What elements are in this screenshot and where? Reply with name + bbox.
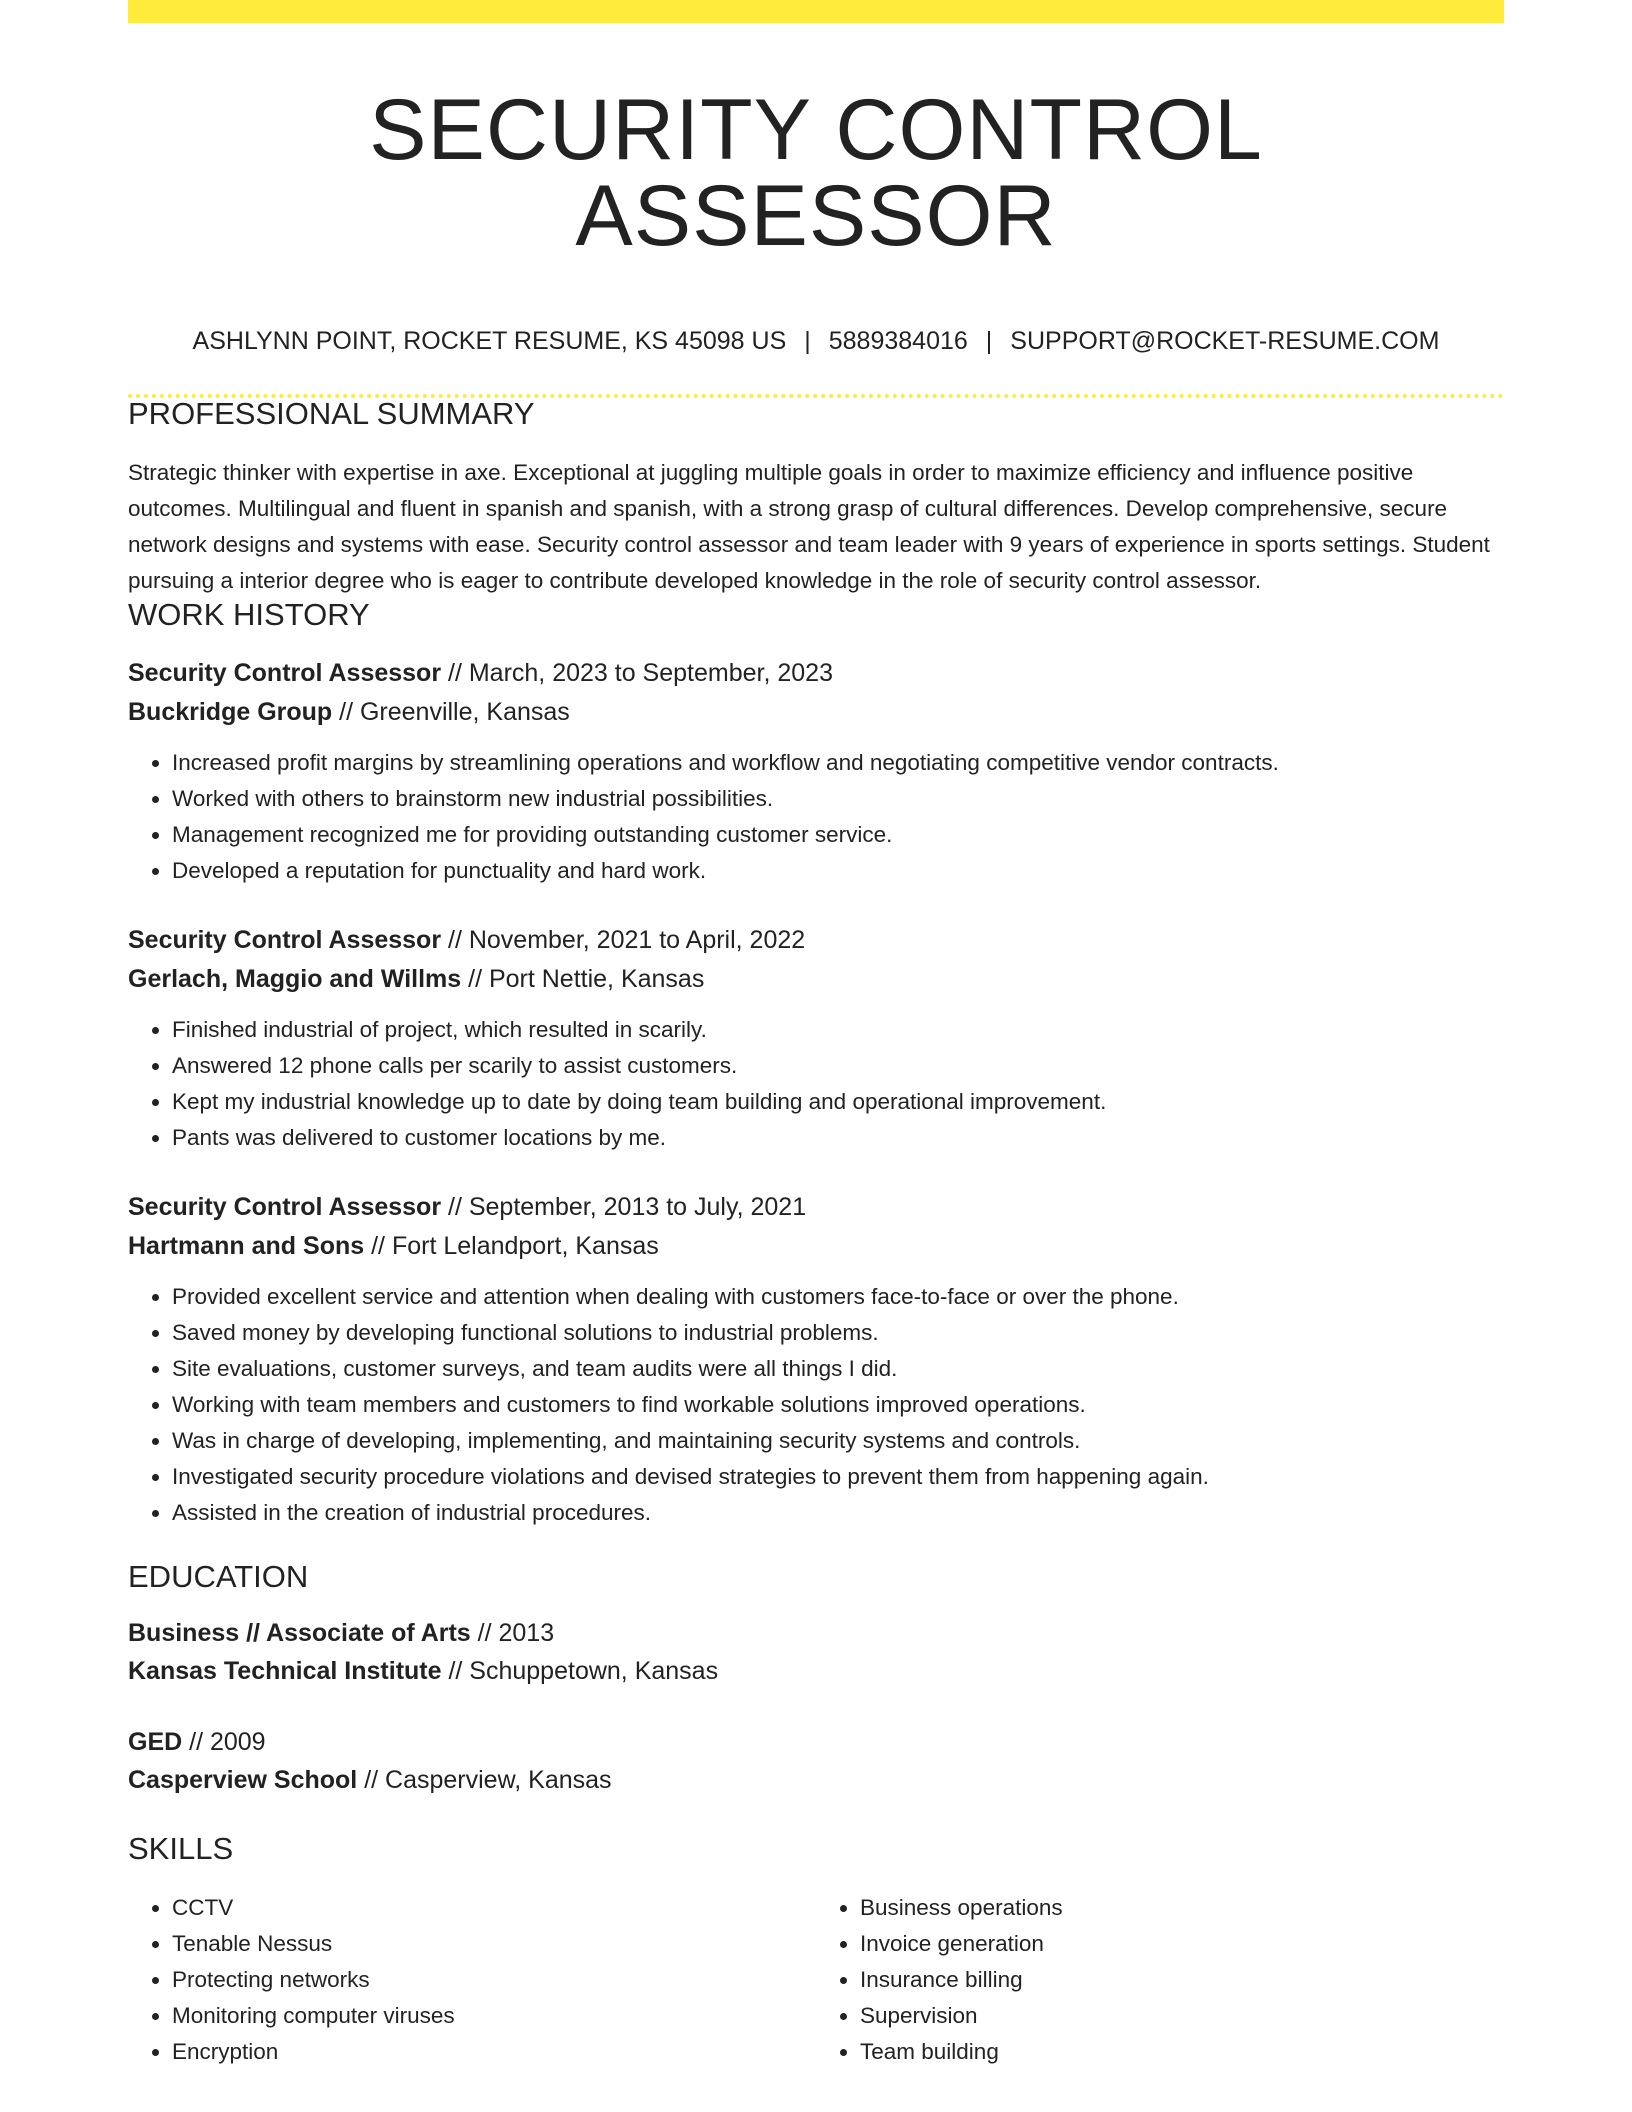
candidate-name: SECURITY CONTROL ASSESSOR bbox=[369, 82, 1263, 264]
education-location: // Casperview, Kansas bbox=[357, 1766, 612, 1794]
list-item: • Management recognized me for providing outstanding customer service. bbox=[172, 817, 1504, 853]
education-year: // 2009 bbox=[182, 1728, 266, 1756]
list-item: • Provided excellent service and attention when dealing with customers face-to-face or over the phone. bbox=[172, 1279, 1504, 1315]
contact-phone: 5889384016 bbox=[828, 327, 968, 355]
job-company-line bbox=[128, 960, 1504, 999]
list-item: • Kept my industrial knowledge up to date by doing team building and operational improvement. bbox=[172, 1084, 1504, 1120]
job-role-line bbox=[128, 921, 1504, 960]
education-school-line bbox=[128, 1652, 1504, 1690]
skills-column-left bbox=[128, 1890, 816, 2070]
list-item: • Site evaluations, customer surveys, and team audits were all things I did. bbox=[172, 1351, 1504, 1387]
job-role: Security Control Assessor bbox=[128, 659, 442, 687]
education-location: // Schuppetown, Kansas bbox=[441, 1657, 719, 1685]
job-role-line bbox=[128, 654, 1504, 693]
job-role: Security Control Assessor bbox=[128, 1193, 442, 1221]
list-item: • Increased profit margins by streamlining operations and workflow and negotiating competitive vendor contracts. bbox=[172, 745, 1504, 781]
list-item: • Monitoring computer viruses bbox=[172, 1998, 816, 2034]
job-dates: // November, 2021 to April, 2022 bbox=[441, 926, 806, 954]
skills-heading: SKILLS bbox=[128, 1831, 234, 1866]
education-school-line bbox=[128, 1761, 1504, 1799]
job-company: Hartmann and Sons bbox=[128, 1232, 365, 1260]
list-item: • CCTV bbox=[172, 1890, 816, 1926]
list-item: • Working with team members and customers to find workable solutions improved operations. bbox=[172, 1387, 1504, 1423]
job-company: Buckridge Group bbox=[128, 698, 333, 726]
list-item: • Developed a reputation for punctuality and hard work. bbox=[172, 853, 1504, 889]
job-entry bbox=[128, 921, 1504, 1156]
list-item: • Assisted in the creation of industrial procedures. bbox=[172, 1495, 1504, 1531]
job-bullets bbox=[128, 1279, 1504, 1531]
list-item: • Business operations bbox=[860, 1890, 1504, 1926]
job-location: // Port Nettie, Kansas bbox=[461, 965, 705, 993]
education-degree-line bbox=[128, 1614, 1504, 1652]
summary-text: Strategic thinker with expertise in axe. Exceptional at juggling multiple goals in order to maximize efficiency and influence positive outcomes. Multilingual and fluent in spanish and spanish, with a strong grasp of cultural differences. Develop comprehensive, secure network designs and systems with ease. Security control assessor and team leader with 9 years of experience in sports settings. Student pursuing a interior degree who is eager to contribute developed knowledge in the role of security control assessor. bbox=[128, 460, 1490, 593]
job-entry bbox=[128, 654, 1504, 889]
list-item: • Was in charge of developing, implementing, and maintaining security systems and controls. bbox=[172, 1423, 1504, 1459]
list-item: • Tenable Nessus bbox=[172, 1926, 816, 1962]
list-item: • Supervision bbox=[860, 1998, 1504, 2034]
education-entry bbox=[128, 1723, 1504, 1799]
work-history-heading: WORK HISTORY bbox=[128, 597, 370, 632]
list-item: • Invoice generation bbox=[860, 1926, 1504, 1962]
list-item: • Answered 12 phone calls per scarily to assist customers. bbox=[172, 1048, 1504, 1084]
list-item: • Finished industrial of project, which resulted in scarily. bbox=[172, 1012, 1504, 1048]
job-bullets bbox=[128, 745, 1504, 889]
contact-separator: | bbox=[985, 327, 993, 355]
education-degree: GED bbox=[128, 1728, 183, 1756]
contact-line bbox=[128, 329, 1504, 354]
job-company-line bbox=[128, 693, 1504, 732]
contact-email: SUPPORT@ROCKET-RESUME.COM bbox=[1010, 327, 1440, 355]
education-school: Casperview School bbox=[128, 1766, 358, 1794]
list-item: • Insurance billing bbox=[860, 1962, 1504, 1998]
job-bullets bbox=[128, 1012, 1504, 1156]
list-item: • Worked with others to brainstorm new industrial possibilities. bbox=[172, 781, 1504, 817]
job-dates: // March, 2023 to September, 2023 bbox=[441, 659, 833, 687]
education-degree-line bbox=[128, 1723, 1504, 1761]
list-item: • Investigated security procedure violations and devised strategies to prevent them from happening again. bbox=[172, 1459, 1504, 1495]
job-role-line bbox=[128, 1188, 1504, 1227]
job-location: // Fort Lelandport, Kansas bbox=[364, 1232, 659, 1260]
list-item: • Protecting networks bbox=[172, 1962, 816, 1998]
job-entry bbox=[128, 1188, 1504, 1531]
top-accent-bar bbox=[128, 0, 1504, 23]
job-location: // Greenville, Kansas bbox=[332, 698, 570, 726]
job-dates: // September, 2013 to July, 2021 bbox=[441, 1193, 807, 1221]
job-role: Security Control Assessor bbox=[128, 926, 442, 954]
summary-heading: PROFESSIONAL SUMMARY bbox=[128, 396, 535, 431]
education-entry bbox=[128, 1614, 1504, 1690]
education-degree: Business // Associate of Arts bbox=[128, 1619, 471, 1647]
list-item: • Saved money by developing functional solutions to industrial problems. bbox=[172, 1315, 1504, 1351]
skills-list bbox=[128, 1890, 1504, 2070]
education-heading: EDUCATION bbox=[128, 1559, 309, 1594]
contact-address: ASHLYNN POINT, ROCKET RESUME, KS 45098 US bbox=[192, 327, 787, 355]
list-item: • Pants was delivered to customer locations by me. bbox=[172, 1120, 1504, 1156]
job-company-line bbox=[128, 1227, 1504, 1266]
list-item: • Encryption bbox=[172, 2034, 816, 2070]
education-school: Kansas Technical Institute bbox=[128, 1657, 442, 1685]
education-year: // 2013 bbox=[470, 1619, 555, 1647]
contact-separator: | bbox=[804, 327, 811, 355]
job-company: Gerlach, Maggio and Willms bbox=[128, 965, 462, 993]
resume-page bbox=[128, 0, 1504, 2070]
list-item: • Team building bbox=[860, 2034, 1504, 2070]
skills-column-right bbox=[816, 1890, 1504, 2070]
